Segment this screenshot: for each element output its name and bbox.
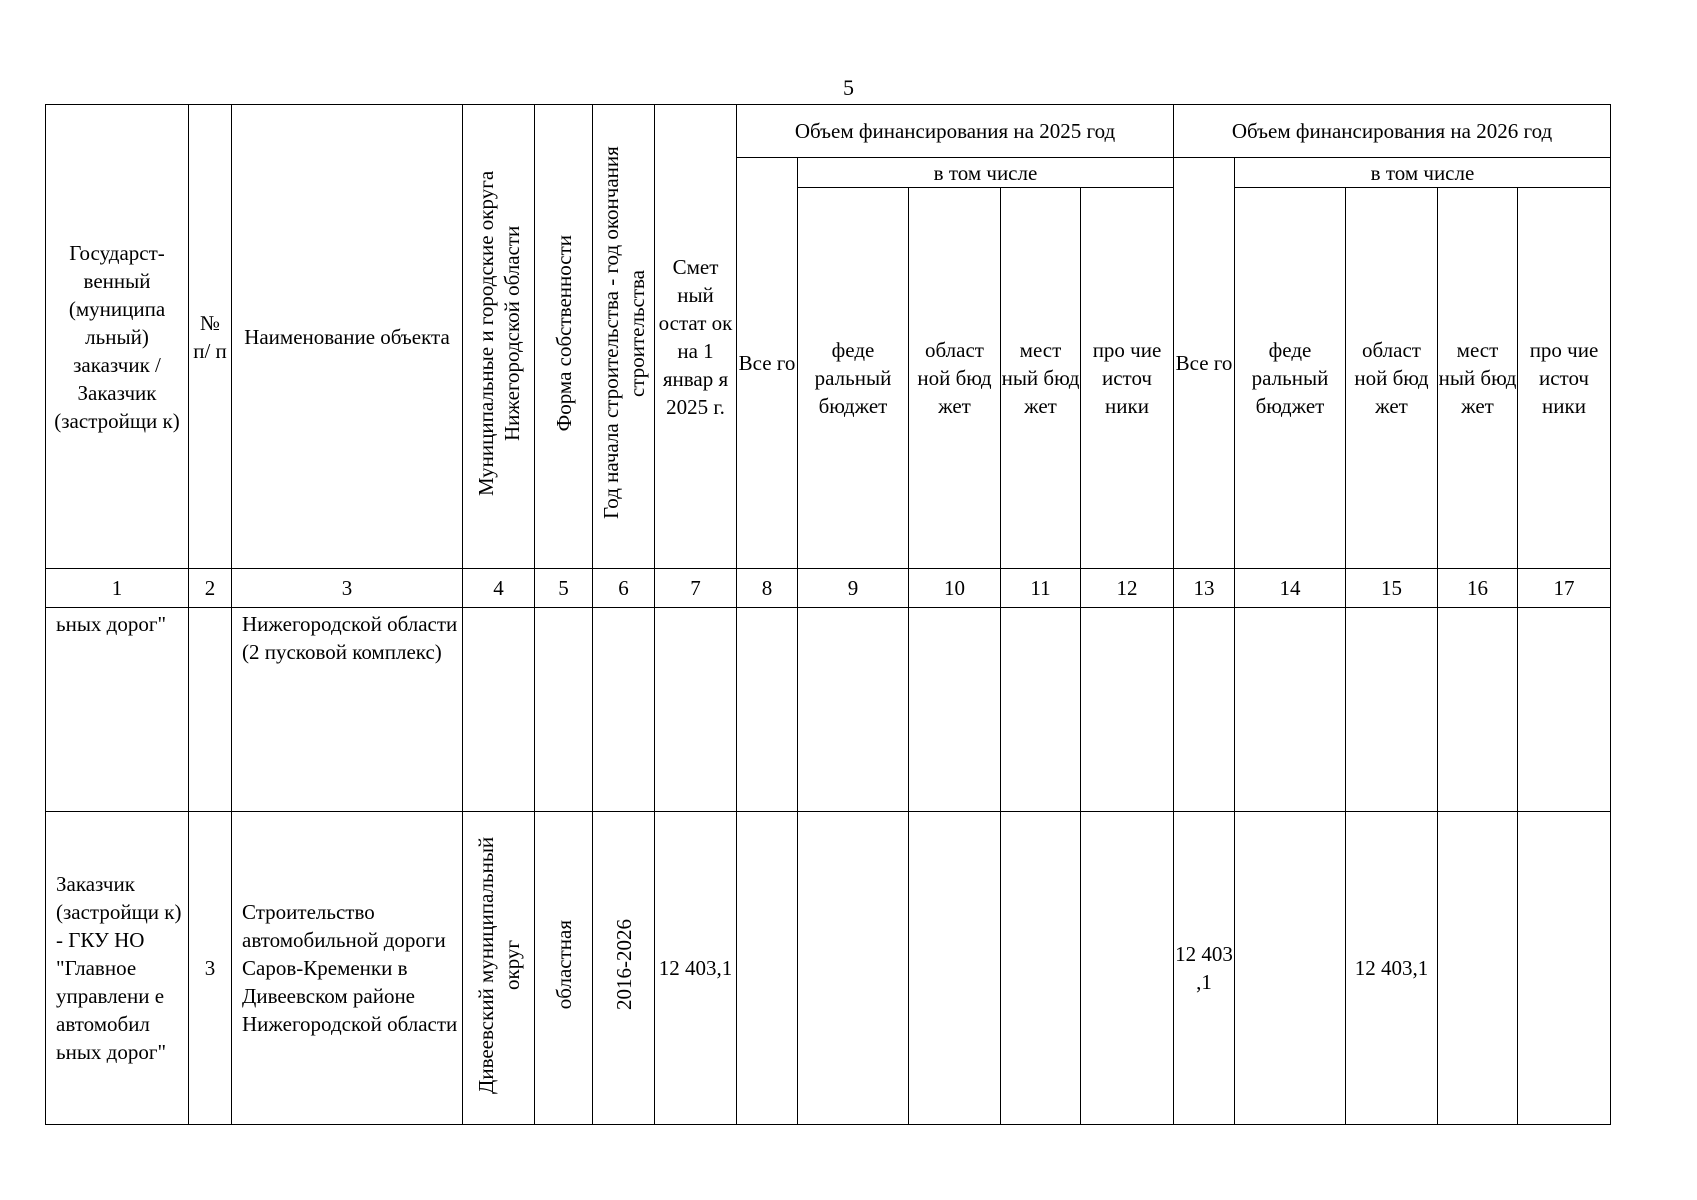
cell-customer: ьных дорог" — [46, 608, 189, 812]
col-number: 6 — [593, 569, 655, 608]
col-number: 15 — [1346, 569, 1438, 608]
cell-regional-2025 — [909, 608, 1001, 812]
cell-total-2025 — [737, 608, 798, 812]
header-other-2025: про чие источ ники — [1081, 188, 1174, 569]
cell-ownership — [535, 608, 593, 812]
investment-table — [45, 104, 1611, 1125]
col-number: 2 — [189, 569, 232, 608]
cell-ownership — [535, 812, 593, 1125]
cell-number: 3 — [189, 812, 232, 1125]
header-total-2026: Все го — [1174, 158, 1235, 569]
header-including-2026: в том числе — [1235, 158, 1611, 188]
header-federal-2025: феде ральный бюджет — [798, 188, 909, 569]
header-district-text: Муниципальные и городские округа Нижегородской области — [473, 170, 524, 496]
col-number: 11 — [1001, 569, 1081, 608]
col-number: 7 — [655, 569, 737, 608]
cell-balance — [655, 608, 737, 812]
cell-total-2026 — [1174, 608, 1235, 812]
cell-ownership-text: областная — [551, 919, 576, 1010]
cell-other-2026 — [1518, 608, 1611, 812]
header-local-2026: мест ный бюд жет — [1438, 188, 1518, 569]
col-number: 10 — [909, 569, 1001, 608]
cell-other-2025 — [1081, 608, 1174, 812]
cell-district-text: Дивеевский муниципальный округ — [473, 835, 524, 1094]
col-number: 4 — [463, 569, 535, 608]
header-total-2025: Все го — [737, 158, 798, 569]
header-number: № п/ п — [189, 105, 232, 569]
cell-object: Нижегородской области (2 пусковой комплекс) — [232, 608, 463, 812]
col-number: 9 — [798, 569, 909, 608]
header-regional-2026: област ной бюд жет — [1346, 188, 1438, 569]
cell-other-2025 — [1081, 812, 1174, 1125]
cell-number — [189, 608, 232, 812]
table-row — [46, 812, 1611, 1125]
col-number: 3 — [232, 569, 463, 608]
cell-federal-2026 — [1235, 608, 1346, 812]
header-ownership-text: Форма собственности — [551, 234, 576, 432]
header-years — [593, 105, 655, 569]
cell-local-2026 — [1438, 608, 1518, 812]
cell-years — [593, 608, 655, 812]
cell-federal-2025 — [798, 608, 909, 812]
page-number: 5 — [843, 75, 854, 100]
cell-district — [463, 812, 535, 1125]
header-local-2025: мест ный бюд жет — [1001, 188, 1081, 569]
col-number: 14 — [1235, 569, 1346, 608]
cell-years-text: 2016-2026 — [611, 919, 636, 1010]
column-number-row — [46, 569, 1611, 608]
cell-total-2026: 12 403 ,1 — [1174, 812, 1235, 1125]
cell-local-2026 — [1438, 812, 1518, 1125]
header-regional-2025: област ной бюд жет — [909, 188, 1001, 569]
cell-federal-2026 — [1235, 812, 1346, 1125]
cell-balance: 12 403,1 — [655, 812, 737, 1125]
cell-district — [463, 608, 535, 812]
header-ownership — [535, 105, 593, 569]
col-number: 8 — [737, 569, 798, 608]
header-including-2025: в том числе — [798, 158, 1174, 188]
table-row — [46, 608, 1611, 812]
cell-regional-2026: 12 403,1 — [1346, 812, 1438, 1125]
cell-other-2026 — [1518, 812, 1611, 1125]
header-other-2026: про чие источ ники — [1518, 188, 1611, 569]
cell-years — [593, 812, 655, 1125]
header-object-name: Наименование объекта — [232, 105, 463, 569]
cell-local-2025 — [1001, 608, 1081, 812]
header-customer: Государст-венный (муниципа льный) заказчик / Заказчик (застройщи к) — [46, 105, 189, 569]
col-number: 13 — [1174, 569, 1235, 608]
cell-regional-2025 — [909, 812, 1001, 1125]
cell-object: Строительство автомобильной дороги Саров-Кременки в Дивеевском районе Нижегородской области — [232, 812, 463, 1125]
cell-regional-2026 — [1346, 608, 1438, 812]
header-row-1 — [46, 105, 1611, 158]
header-financing-2025: Объем финансирования на 2025 год — [737, 105, 1174, 158]
header-federal-2026: феде ральный бюджет — [1235, 188, 1346, 569]
header-district — [463, 105, 535, 569]
col-number: 5 — [535, 569, 593, 608]
header-years-text: Год начала строительства - год окончания строительства — [598, 146, 649, 520]
cell-local-2025 — [1001, 812, 1081, 1125]
cell-customer: Заказчик (застройщи к) - ГКУ НО "Главное управлени е автомобил ьных дорог" — [46, 812, 189, 1125]
col-number: 17 — [1518, 569, 1611, 608]
col-number: 12 — [1081, 569, 1174, 608]
col-number: 16 — [1438, 569, 1518, 608]
cell-total-2025 — [737, 812, 798, 1125]
col-number: 1 — [46, 569, 189, 608]
header-financing-2026: Объем финансирования на 2026 год — [1174, 105, 1611, 158]
cell-federal-2025 — [798, 812, 909, 1125]
header-balance: Смет ный остат ок на 1 январ я 2025 г. — [655, 105, 737, 569]
